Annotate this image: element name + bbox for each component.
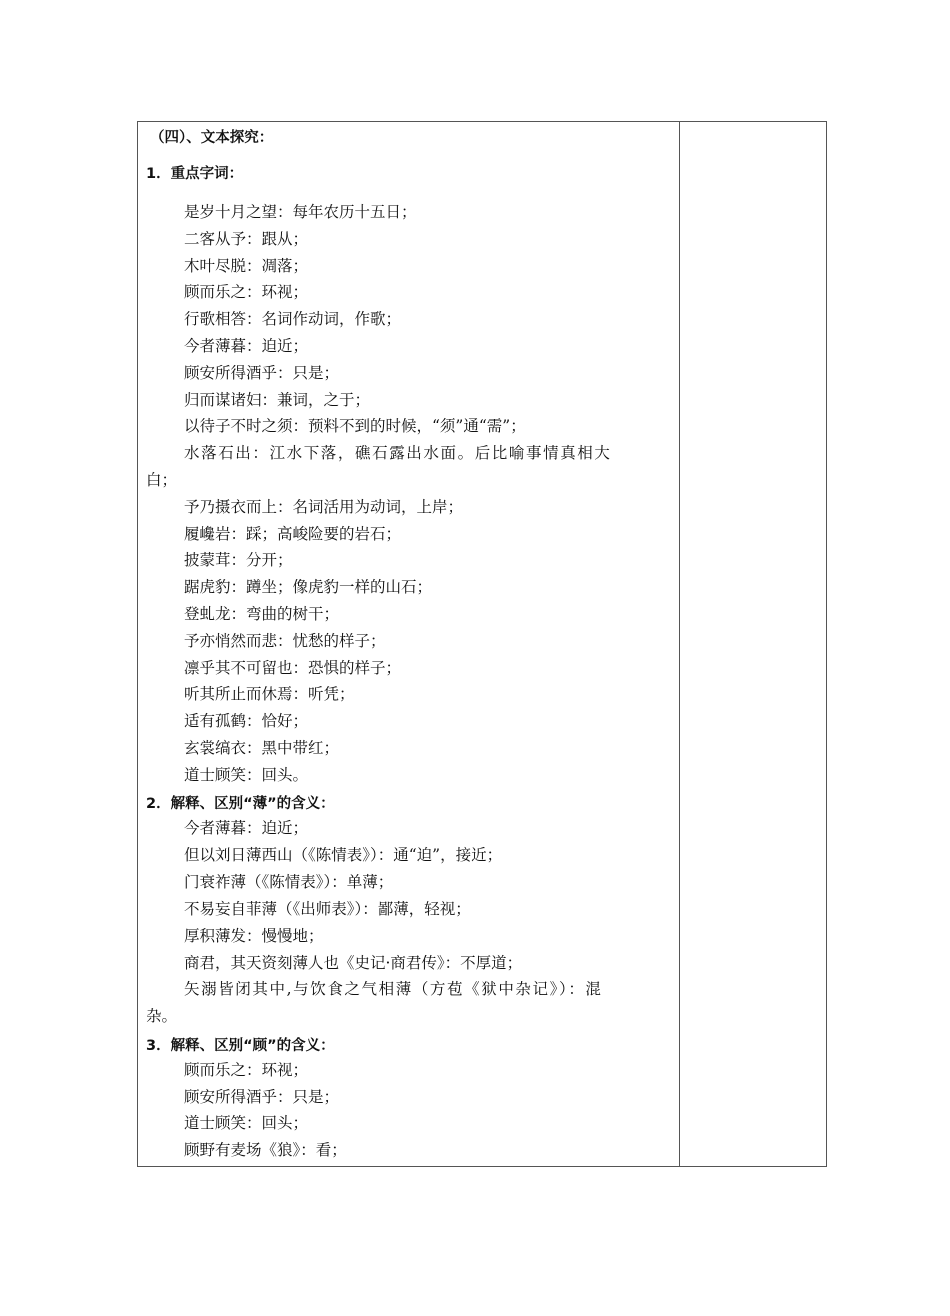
list-item: 玄裳缟衣：黑中带红； bbox=[184, 739, 340, 757]
list-item: 顾安所得酒乎：只是； bbox=[184, 1087, 340, 1106]
list-item: 但以刘日薄西山（《陈情表》）：通“迫”，接近； bbox=[184, 845, 503, 864]
list-item: 履巉岩：踩；高峻险要的岩石； bbox=[184, 524, 402, 543]
list-item: 道士顾笑：回头。 bbox=[184, 765, 309, 784]
list-item: 归而谋诸妇：兼词，之于； bbox=[184, 390, 371, 409]
list-item: 二客从予：跟从； bbox=[184, 229, 309, 248]
list-item: 白； bbox=[146, 471, 178, 489]
list-item: 是岁十月之望：每年农历十五日； bbox=[184, 203, 417, 221]
list-item: 木叶尽脱：凋落； bbox=[184, 256, 309, 275]
list-item: 行歌相答：名词作动词，作歌； bbox=[184, 310, 402, 329]
list-item: 予亦悄然而悲：忧愁的样子； bbox=[184, 631, 386, 650]
list-item: 水落石出：江水下落，礁石露出水面。后比喻事情真相大 bbox=[184, 444, 612, 463]
lesson-table bbox=[137, 121, 827, 1167]
list-item: 以待子不时之须：预料不到的时候，“须”通“需”； bbox=[184, 417, 526, 436]
section-title: （四）、文本探究： bbox=[150, 130, 274, 146]
group-heading: 3．解释、区别“顾”的含义： bbox=[146, 1038, 335, 1054]
list-item: 厚积薄发：慢慢地； bbox=[184, 926, 324, 945]
list-item: 道士顾笑：回头； bbox=[184, 1114, 309, 1132]
list-item: 登虬龙：弯曲的树干； bbox=[184, 605, 340, 623]
list-item: 商君，其天资刻薄人也《史记·商君传》：不厚道； bbox=[184, 953, 523, 972]
list-item: 顾而乐之：环视； bbox=[184, 283, 309, 302]
list-item: 披蒙茸：分开； bbox=[184, 551, 293, 570]
list-item: 听其所止而休焉：听凭； bbox=[184, 685, 355, 704]
list-item: 踞虎豹：蹲坐；像虎豹一样的山石； bbox=[184, 578, 433, 597]
list-item: 凛乎其不可留也：恐惧的样子； bbox=[184, 658, 402, 677]
list-item: 今者薄暮：迫近； bbox=[184, 337, 309, 355]
list-item: 顾安所得酒乎：只是； bbox=[184, 363, 340, 382]
list-item: 矢溺皆闭其中,与饮食之气相薄（方苞《狱中杂记》）：混 bbox=[184, 980, 603, 999]
list-item: 不易妄自菲薄（《出师表》）：鄙薄，轻视； bbox=[184, 899, 471, 918]
list-item: 杂。 bbox=[146, 1007, 178, 1026]
column-divider bbox=[679, 122, 680, 1166]
list-item: 门衰祚薄（《陈情表》）：单薄； bbox=[184, 872, 394, 891]
list-item: 今者薄暮：迫近； bbox=[184, 819, 309, 837]
text-exploration-cell bbox=[138, 122, 678, 1166]
list-item: 予乃摄衣而上：名词活用为动词，上岸； bbox=[184, 497, 464, 516]
list-item: 顾而乐之：环视； bbox=[184, 1061, 309, 1079]
list-item: 适有孤鹤：恰好； bbox=[184, 712, 309, 731]
list-item: 顾野有麦场《狼》：看； bbox=[184, 1140, 347, 1159]
group-heading: 1．重点字词： bbox=[146, 166, 244, 182]
group-heading: 2．解释、区别“薄”的含义： bbox=[146, 796, 335, 812]
